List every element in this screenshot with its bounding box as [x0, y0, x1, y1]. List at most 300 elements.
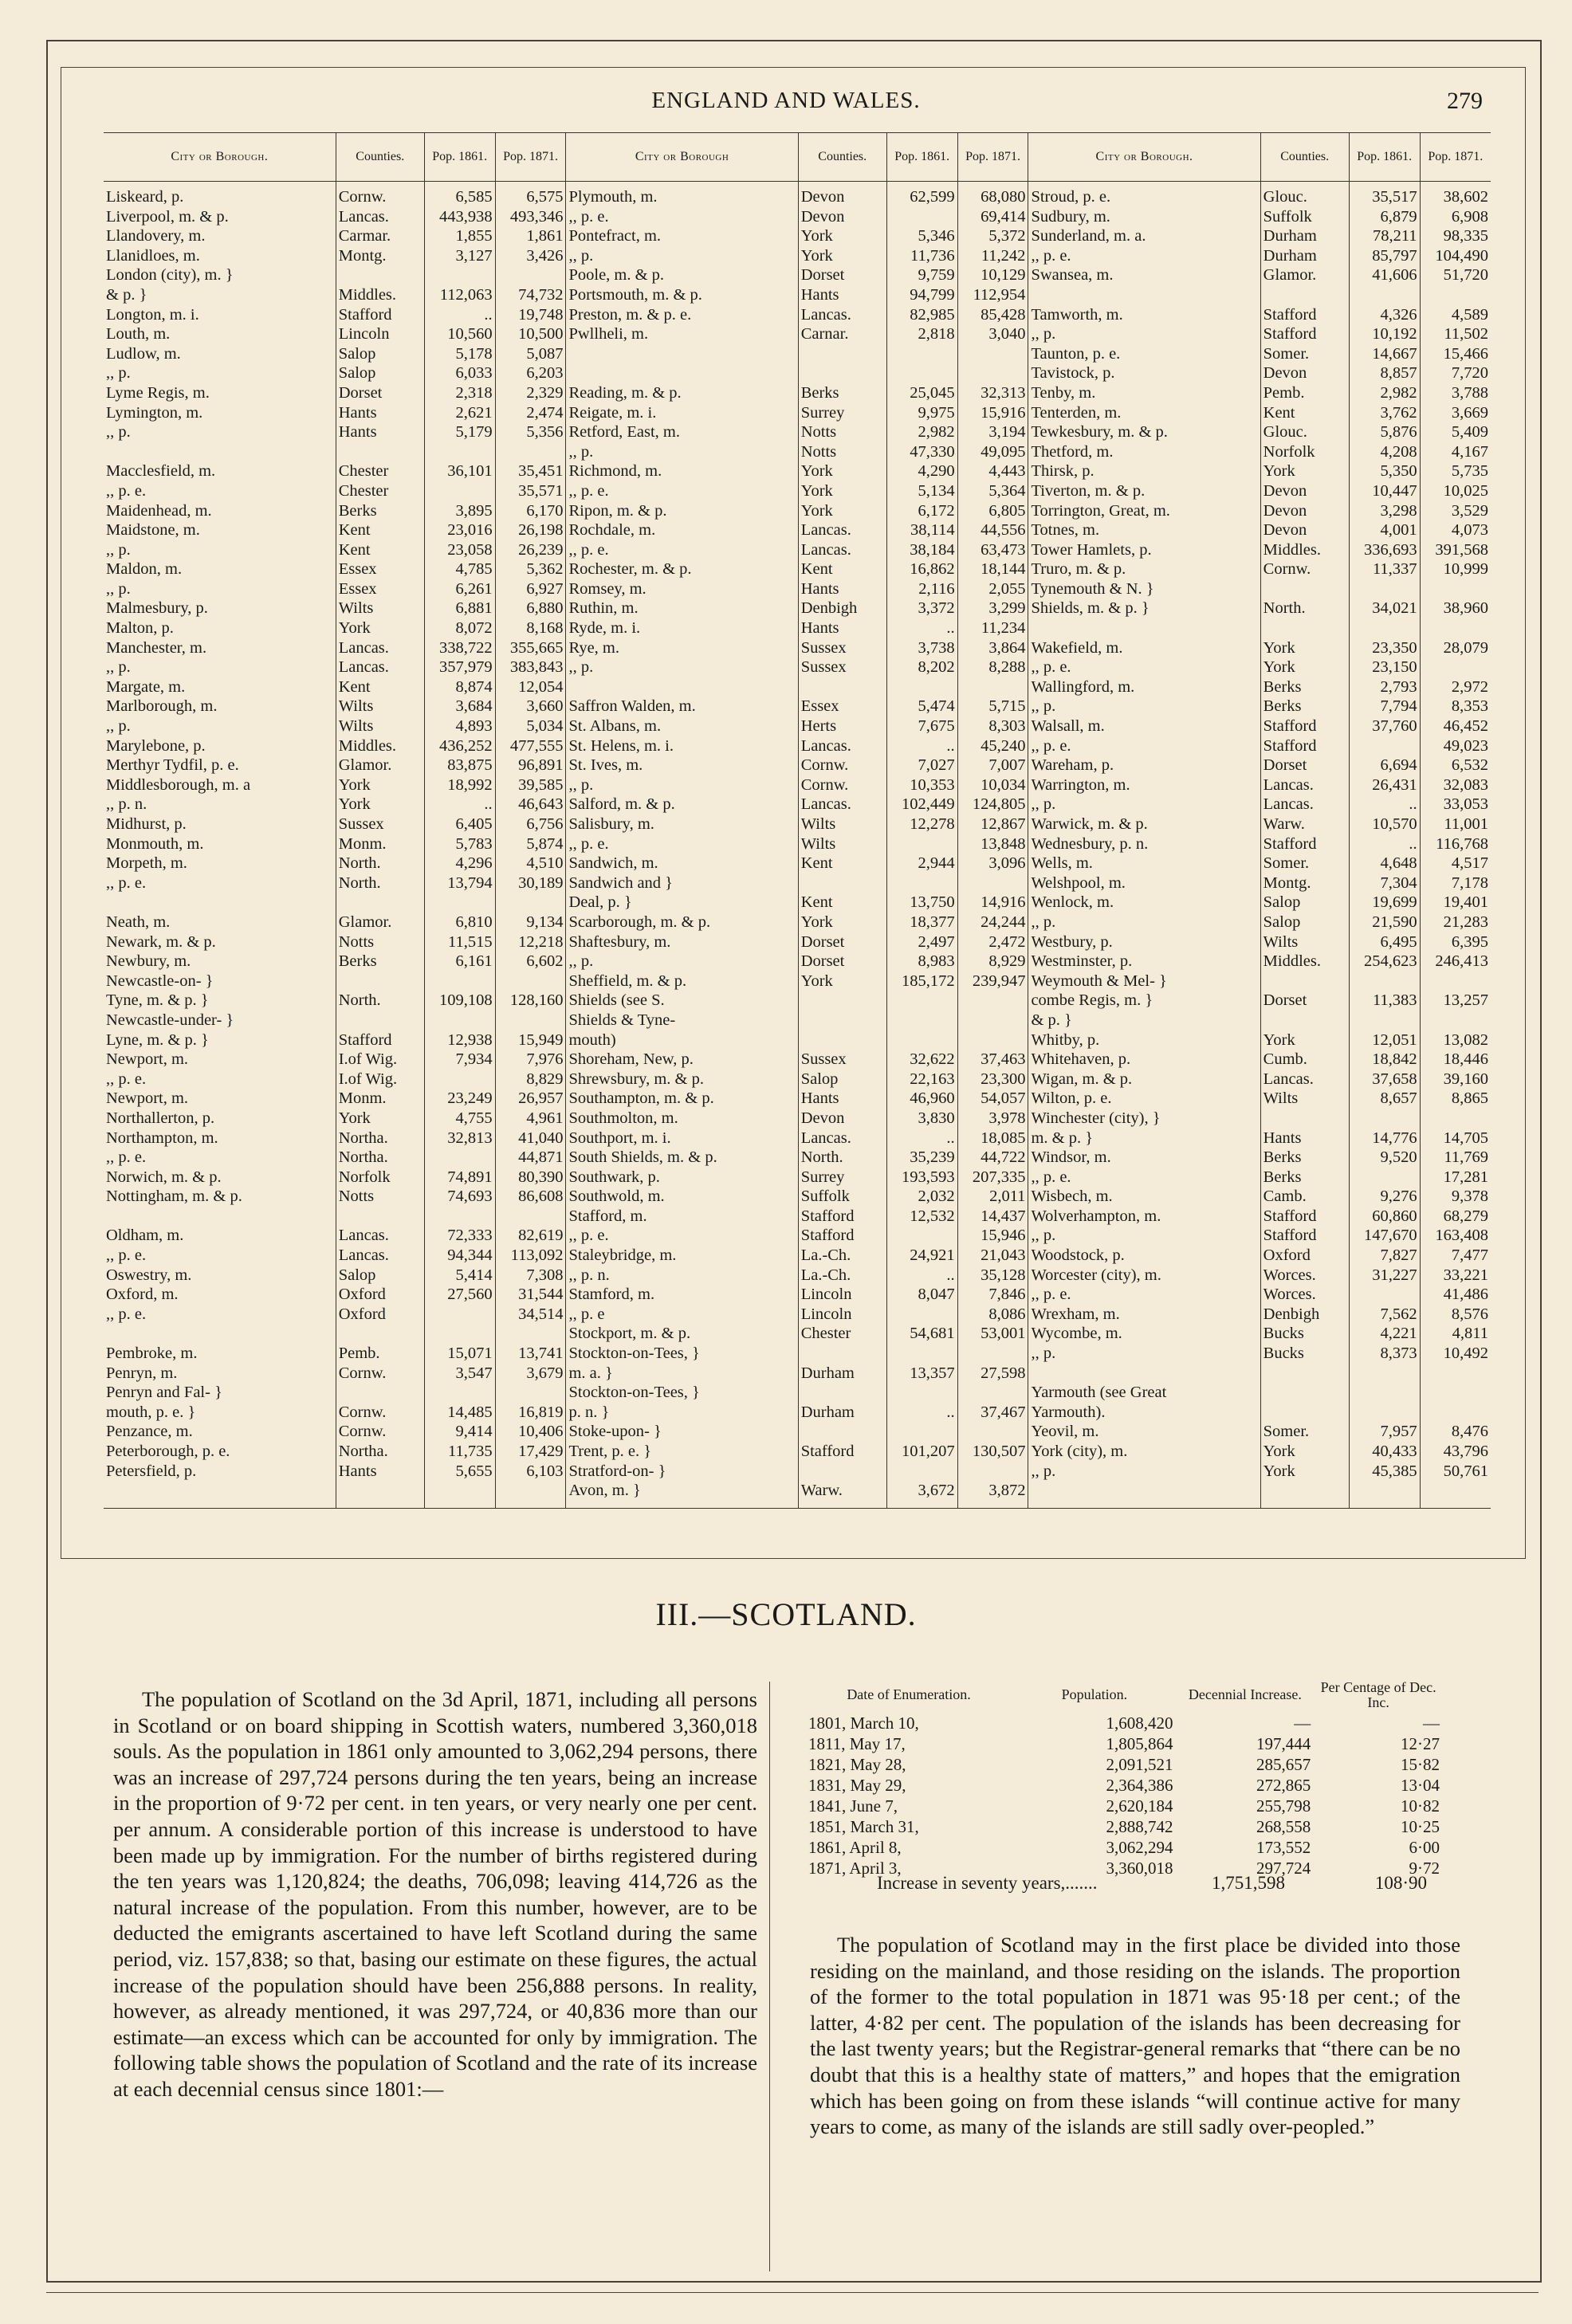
- table-cell: Tewkesbury, m. & p.: [1031, 423, 1168, 442]
- table-cell: Dorset: [338, 383, 383, 402]
- table-cell: 12,532: [910, 1207, 955, 1225]
- table-cell: Yarmouth).: [1031, 1403, 1106, 1421]
- table-cell: 18,842: [1372, 1050, 1417, 1069]
- table-cell: 44,556: [981, 521, 1026, 540]
- table-cell: 19,699: [1372, 893, 1417, 912]
- table-cell: Chester: [800, 1325, 851, 1343]
- table-cell: 19,401: [1443, 893, 1488, 912]
- table-cell: 40,433: [1372, 1443, 1417, 1460]
- table-cell: Margate, m.: [106, 677, 186, 696]
- table-cell: 104,490: [1435, 246, 1488, 265]
- table-cell: Worces.: [1263, 1266, 1316, 1284]
- table-cell: 8,857: [1380, 364, 1417, 383]
- decennial-header-percent: Per Centage of Dec. Inc.: [1320, 1679, 1436, 1710]
- decennial-row: [805, 1776, 1443, 1796]
- table-cell: [427, 1207, 493, 1227]
- table-cell: Glamor.: [1263, 266, 1317, 285]
- table-cell: m. a. }: [568, 1364, 613, 1382]
- table-cell: Monmouth, m.: [106, 834, 204, 853]
- table-cell: 3,299: [988, 599, 1026, 618]
- table-cell: Merthyr Tydfil, p. e.: [106, 756, 239, 775]
- table-cell: North.: [1263, 599, 1306, 618]
- table-cell: 8,047: [918, 1286, 955, 1304]
- table-cell: York (city), m.: [1031, 1443, 1128, 1460]
- table-cell: Plymouth, m.: [568, 188, 658, 206]
- table-cell: 6,805: [988, 501, 1026, 520]
- table-cell: Stafford: [1263, 1207, 1317, 1225]
- table-cell: 78,211: [1372, 227, 1417, 245]
- decennial-increase: 268,558: [1256, 1817, 1311, 1837]
- table-cell: [801, 345, 884, 365]
- table-cell: Berks: [338, 952, 377, 971]
- table-cell: 6,395: [1451, 932, 1488, 951]
- table-cell: 8,476: [1451, 1423, 1488, 1441]
- table-cell: ,, p. n.: [106, 795, 147, 814]
- table-cell: St. Ives, m.: [568, 756, 643, 775]
- table-cell: 43,796: [1443, 1443, 1488, 1460]
- table-cell: 13,082: [1443, 1030, 1488, 1049]
- table-cell: Stafford: [1263, 736, 1317, 755]
- table-cell: 33,221: [1443, 1266, 1488, 1284]
- table-cell: 11,234: [981, 619, 1026, 638]
- table-cell: Dorset: [800, 932, 845, 951]
- table-cell: 493,346: [509, 207, 564, 226]
- table-cell: [427, 1384, 493, 1403]
- table-cell: Stockton-on-Tees, }: [568, 1345, 700, 1363]
- table-cell: [339, 1384, 422, 1403]
- table-cell: Durham: [1263, 227, 1317, 245]
- table-cell: 5,783: [455, 834, 493, 853]
- table-cell: Salop: [338, 1266, 376, 1284]
- table-cell: 5,474: [918, 697, 955, 716]
- table-cell: ,, p. e.: [1031, 736, 1071, 755]
- table-cell: 4,961: [526, 1109, 564, 1127]
- table-cell: 2,944: [918, 854, 955, 873]
- table-cell: 5,372: [988, 227, 1026, 245]
- table-cell: London (city), m. }: [106, 266, 234, 285]
- table-cell: 15,916: [981, 403, 1026, 422]
- table-cell: York: [800, 246, 833, 265]
- table-cell: ..: [1409, 795, 1417, 814]
- table-cell: Sussex: [800, 1050, 847, 1069]
- table-cell: Glouc.: [1263, 188, 1307, 206]
- table-cell: Middlesborough, m. a: [106, 775, 251, 794]
- table-cell: & p. }: [1031, 1011, 1072, 1029]
- table-cell: 391,568: [1435, 540, 1488, 559]
- table-cell: Worcester (city), m.: [1031, 1266, 1161, 1284]
- table-cell: Yeovil, m.: [1031, 1423, 1099, 1441]
- table-cell: [961, 1011, 1026, 1031]
- table-cell: Carmar.: [338, 227, 391, 245]
- table-cell: 10,406: [518, 1423, 564, 1441]
- table-cell: 383,843: [509, 658, 564, 677]
- table-cell: [890, 345, 955, 365]
- table-cell: 8,168: [526, 619, 564, 638]
- table-cell: [1352, 1168, 1417, 1188]
- table-cell: Notts: [800, 442, 837, 461]
- table-cell: Poole, m. & p.: [568, 266, 665, 285]
- table-cell: La.-Ch.: [800, 1266, 851, 1284]
- table-cell: 18,144: [981, 560, 1026, 579]
- table-cell: Devon: [1263, 501, 1307, 520]
- table-cell: 4,290: [918, 462, 955, 481]
- table-cell: Penryn and Fal- }: [106, 1384, 222, 1402]
- table-cell: Essex: [338, 560, 377, 579]
- table-cell: [427, 443, 493, 463]
- table-cell: Wells, m.: [1031, 854, 1093, 873]
- table-cell: [890, 1423, 955, 1443]
- table-cell: 10,447: [1372, 481, 1417, 500]
- table-cell: Camb.: [1263, 1188, 1307, 1206]
- decennial-population: 1,805,864: [1106, 1734, 1173, 1754]
- table-cell: [498, 972, 564, 992]
- table-cell: [427, 1011, 493, 1031]
- table-cell: Hants: [338, 423, 377, 442]
- table-cell: mouth, p. e. }: [106, 1403, 196, 1421]
- table-cell: 3,040: [988, 325, 1026, 343]
- table-cell: 11,769: [1444, 1148, 1488, 1167]
- table-cell: St. Albans, m.: [568, 717, 662, 736]
- table-cell: Pontefract, m.: [568, 227, 662, 245]
- table-cell: ,, p.: [106, 364, 131, 383]
- table-cell: York: [338, 1109, 371, 1127]
- table-cell: 13,357: [910, 1364, 955, 1382]
- table-body-row: [104, 182, 1491, 1509]
- table-cell: [1263, 1109, 1346, 1129]
- table-cell: Ripon, m. & p.: [568, 501, 667, 520]
- table-cell: Petersfield, p.: [106, 1462, 197, 1480]
- table-cell: 35,517: [1372, 188, 1417, 206]
- header-pop1871: Pop. 1871.: [495, 133, 566, 182]
- table-cell: 6,585: [455, 188, 493, 206]
- decennial-population: 2,091,521: [1106, 1755, 1173, 1775]
- col3-cities: [1028, 182, 1260, 1509]
- table-cell: 35,239: [910, 1148, 955, 1167]
- table-cell: [427, 1325, 493, 1345]
- table-cell: 3,298: [1380, 501, 1417, 520]
- scotland-paragraph-right: The population of Scotland may in the first place be divided into those residing on the mainland, and those residing on the islands. The proportion of the former to the total population in 1871 was 95·18 per cent.; of the latter, 4·82 per cent. The population of the islands has been decreasing for the last twenty years; but the Registrar-general remarks that “there can be no doubt that this is a healthy state of matters,” and hopes that the emigration which has been going on from these islands “will continue active for many years to come, as many of the islands are still sadly over-peopled.”: [810, 1933, 1460, 2139]
- table-cell: 3,547: [455, 1364, 493, 1382]
- table-cell: 23,016: [447, 521, 493, 540]
- table-cell: 39,585: [518, 775, 564, 794]
- table-cell: Lancas.: [338, 658, 389, 677]
- table-cell: 2,982: [1380, 383, 1417, 402]
- table-cell: Newcastle-under- }: [106, 1011, 234, 1029]
- table-cell: Berks: [1263, 1168, 1302, 1186]
- table-cell: 5,134: [918, 481, 955, 500]
- table-cell: [1352, 1403, 1417, 1423]
- table-cell: 16,819: [518, 1403, 564, 1421]
- table-cell: Durham: [1263, 246, 1317, 265]
- table-cell: 163,408: [1435, 1227, 1488, 1245]
- table-cell: Longton, m. i.: [106, 305, 199, 324]
- col1-pop1861: [424, 182, 495, 1509]
- table-cell: [1423, 1109, 1488, 1129]
- table-cell: ..: [946, 619, 955, 638]
- table-cell: Wilts: [800, 815, 836, 833]
- table-cell: Devon: [800, 1109, 845, 1127]
- table-cell: 13,257: [1443, 991, 1488, 1010]
- table-cell: 5,735: [1451, 462, 1488, 481]
- table-cell: [568, 678, 795, 698]
- table-cell: Whitby, p.: [1031, 1030, 1100, 1049]
- table-cell: & p. }: [106, 285, 147, 304]
- table-cell: 26,957: [518, 1089, 564, 1108]
- table-cell: 80,390: [518, 1168, 564, 1186]
- table-cell: 5,350: [1380, 462, 1417, 481]
- table-cell: [339, 893, 422, 913]
- table-cell: Salford, m. & p.: [568, 795, 675, 814]
- decennial-increase: 272,865: [1256, 1776, 1311, 1796]
- table-cell: 3,788: [1451, 383, 1488, 402]
- col2-pop1871: [957, 182, 1028, 1509]
- table-cell: York: [800, 462, 833, 481]
- table-cell: 14,916: [981, 893, 1026, 912]
- table-cell: 62,599: [910, 188, 955, 206]
- table-cell: 25,045: [910, 383, 955, 402]
- table-cell: [801, 874, 884, 894]
- table-cell: 7,934: [455, 1050, 493, 1069]
- table-cell: ,, p. e.: [568, 834, 609, 853]
- table-cell: Penryn, m.: [106, 1364, 178, 1382]
- table-cell: [498, 443, 564, 463]
- table-cell: Devon: [800, 207, 845, 226]
- table-cell: Malton, p.: [106, 619, 174, 638]
- table-cell: [339, 1325, 422, 1345]
- table-cell: 35,128: [981, 1266, 1026, 1284]
- table-cell: 2,472: [988, 932, 1026, 951]
- table-cell: [890, 1031, 955, 1051]
- table-cell: Tower Hamlets, p.: [1031, 540, 1152, 559]
- table-cell: 147,670: [1363, 1227, 1417, 1245]
- table-cell: combe Regis, m. }: [1031, 991, 1153, 1010]
- table-cell: 254,623: [1363, 952, 1417, 971]
- table-cell: Whitehaven, p.: [1031, 1050, 1131, 1069]
- table-cell: 6,694: [1380, 756, 1417, 775]
- table-cell: Middles.: [1263, 952, 1321, 971]
- table-cell: Southmolton, m.: [568, 1109, 678, 1127]
- table-cell: 27,560: [447, 1286, 493, 1304]
- table-cell: 9,520: [1380, 1148, 1417, 1167]
- table-cell: [801, 1384, 884, 1403]
- table-cell: ,, p.: [106, 579, 131, 598]
- table-cell: Wilts: [1263, 932, 1299, 951]
- table-cell: 15,071: [447, 1345, 493, 1363]
- table-cell: Thirsk, p.: [1031, 462, 1095, 481]
- table-cell: 85,428: [981, 305, 1026, 324]
- table-cell: 63,473: [981, 540, 1026, 559]
- table-cell: Devon: [800, 188, 845, 206]
- table-cell: 32,813: [447, 1129, 493, 1147]
- table-cell: Kent: [800, 893, 833, 912]
- table-cell: Pwllheli, m.: [568, 325, 649, 343]
- table-cell: [890, 1305, 955, 1325]
- table-cell: 6,532: [1451, 756, 1488, 775]
- table-cell: ..: [946, 1266, 955, 1284]
- table-cell: York: [800, 481, 833, 500]
- table-cell: Warrington, m.: [1031, 775, 1130, 794]
- table-cell: 13,750: [910, 893, 955, 912]
- table-cell: Cornw.: [1263, 560, 1311, 579]
- table-cell: 12,051: [1372, 1030, 1417, 1049]
- table-cell: Devon: [1263, 364, 1307, 383]
- table-cell: 8,865: [1451, 1089, 1488, 1108]
- table-cell: Stafford, m.: [568, 1207, 647, 1225]
- table-cell: [1423, 1364, 1488, 1384]
- table-cell: Wigan, m. & p.: [1031, 1070, 1133, 1088]
- table-cell: Cornw.: [800, 775, 849, 794]
- table-cell: 11,736: [910, 246, 955, 265]
- table-cell: Maidstone, m.: [106, 521, 200, 540]
- table-cell: 24,921: [910, 1246, 955, 1265]
- table-cell: 6,575: [526, 188, 564, 206]
- table-cell: Middles.: [338, 285, 397, 304]
- table-cell: [890, 1227, 955, 1246]
- table-cell: ,, p.: [568, 952, 594, 971]
- table-cell: La.-Ch.: [800, 1246, 851, 1265]
- table-cell: 14,667: [1372, 344, 1417, 363]
- table-cell: 11,001: [1444, 815, 1488, 833]
- table-cell: 3,830: [918, 1109, 955, 1127]
- table-cell: [1031, 619, 1257, 639]
- table-cell: ,, p. n.: [568, 1266, 610, 1284]
- table-cell: Weymouth & Mel- }: [1031, 972, 1167, 990]
- table-cell: [890, 1384, 955, 1403]
- table-cell: 82,619: [518, 1227, 564, 1245]
- table-cell: 7,007: [988, 756, 1026, 775]
- col1-counties: [336, 182, 424, 1509]
- table-cell: [568, 345, 795, 365]
- table-cell: 9,276: [1380, 1188, 1417, 1206]
- table-cell: 10,192: [1372, 325, 1417, 343]
- table-cell: 11,735: [448, 1443, 493, 1460]
- table-cell: [801, 1462, 884, 1482]
- table-cell: 46,960: [910, 1089, 955, 1108]
- table-cell: 8,353: [1451, 697, 1488, 716]
- table-cell: 6,033: [455, 364, 493, 383]
- table-cell: Stafford: [800, 1443, 855, 1460]
- table-cell: [961, 678, 1026, 698]
- table-cell: Kent: [800, 854, 833, 873]
- table-cell: 37,463: [981, 1050, 1026, 1069]
- table-cell: Macclesfield, m.: [106, 462, 216, 481]
- seventy-year-increase: [877, 1873, 1451, 1894]
- table-cell: York: [1263, 1462, 1295, 1480]
- table-cell: Walsall, m.: [1031, 717, 1105, 736]
- table-cell: 38,114: [910, 521, 955, 540]
- table-cell: Trent, p. e. }: [568, 1443, 652, 1460]
- table-cell: 69,414: [981, 207, 1026, 226]
- table-cell: [1352, 972, 1417, 992]
- table-cell: Cornw.: [338, 1403, 387, 1421]
- table-cell: Lancas.: [800, 795, 851, 814]
- table-cell: 13,848: [981, 834, 1026, 853]
- table-cell: 13,741: [518, 1345, 564, 1363]
- decennial-header-row: [805, 1680, 1443, 1714]
- table-cell: [961, 345, 1026, 365]
- header-pop1871: Pop. 1871.: [957, 133, 1028, 182]
- table-cell: Kent: [338, 521, 371, 540]
- table-cell: York: [800, 913, 833, 931]
- header-city: City or Borough.: [104, 133, 336, 182]
- column-divider: [769, 1682, 770, 2271]
- table-cell: 4,208: [1380, 442, 1417, 461]
- table-cell: Wilts: [338, 697, 374, 716]
- header-pop1861: Pop. 1861.: [424, 133, 495, 182]
- table-cell: 6,170: [526, 501, 564, 520]
- table-cell: 10,353: [910, 775, 955, 794]
- table-cell: Salop: [338, 344, 376, 363]
- table-cell: Llanidloes, m.: [106, 246, 200, 265]
- table-cell: Somer.: [1263, 1423, 1310, 1441]
- table-cell: Shoreham, New, p.: [568, 1050, 694, 1069]
- table-cell: York: [800, 227, 833, 245]
- table-cell: 2,329: [526, 383, 564, 402]
- table-cell: [890, 874, 955, 894]
- table-cell: Carnar.: [800, 325, 849, 343]
- scotland-paragraph-left: The population of Scotland on the 3d April, 1871, including all persons in Scotland or on board shipping in Scottish waters, numbered 3,360,018 souls. As the population in 1861 only amounted to 3,062,294 persons, there was an increase of 297,724 persons during the ten years, being an increase in the proportion of 9·72 per cent. in ten years, or very nearly one per cent. per annum. A considerable portion of this increase is understood to have been made up by immigration. For the number of births registered during the ten years was 1,120,824; the deaths, 706,098; leaving 414,726 as the natural increase of the population. From this number, however, are to be deducted the emigrants ascertained to have left Scotland during the same period, viz. 157,838; so that, basing our estimate on these figures, the actual increase of the population should have been 256,888 persons. In reality, however, as already mentioned, it was 297,724, or 40,836 more than our estimate—an excess which can be accounted for only by immigration. The following table shows the population of Scotland and the rate of its increase at each decennial census since 1801:—: [113, 1687, 757, 2101]
- table-cell: Oxford: [338, 1286, 386, 1304]
- table-cell: Liskeard, p.: [106, 188, 184, 206]
- table-cell: Cumb.: [1263, 1050, 1307, 1069]
- table-cell: [801, 991, 884, 1011]
- table-cell: ,, p. e.: [106, 1070, 147, 1088]
- table-cell: Maidenhead, m.: [106, 501, 212, 520]
- table-cell: [106, 893, 333, 913]
- decennial-row: [805, 1838, 1443, 1859]
- table-cell: Sunderland, m. a.: [1031, 227, 1146, 245]
- table-cell: 32,313: [981, 383, 1026, 402]
- table-cell: Wilts: [338, 599, 374, 618]
- table-cell: Dorset: [800, 266, 845, 285]
- table-cell: Lancas.: [800, 305, 851, 324]
- table-cell: Scarborough, m. & p.: [568, 913, 711, 931]
- table-cell: 94,344: [447, 1246, 493, 1265]
- table-cell: [106, 1325, 333, 1345]
- table-cell: Stockton-on-Tees, }: [568, 1384, 700, 1402]
- table-cell: 5,655: [455, 1462, 493, 1480]
- table-cell: 41,486: [1443, 1286, 1488, 1304]
- decennial-percent: 12·27: [1401, 1734, 1440, 1754]
- table-cell: 1,861: [526, 227, 564, 245]
- table-cell: [1423, 619, 1488, 639]
- table-cell: Montg.: [1263, 873, 1311, 892]
- table-cell: 33,053: [1443, 795, 1488, 814]
- table-cell: Devon: [1263, 521, 1307, 540]
- table-cell: 2,318: [455, 383, 493, 402]
- table-cell: [801, 678, 884, 698]
- table-cell: 15,466: [1443, 344, 1488, 363]
- table-cell: 3,864: [988, 638, 1026, 657]
- table-cell: ,, p.: [106, 717, 131, 736]
- table-cell: 7,720: [1451, 364, 1488, 383]
- table-cell: [1263, 1011, 1346, 1031]
- table-cell: 6,261: [455, 579, 493, 598]
- table-cell: 4,811: [1452, 1325, 1488, 1343]
- table-cell: [1263, 1403, 1346, 1423]
- table-cell: 9,759: [918, 266, 955, 285]
- table-cell: York: [1263, 462, 1295, 481]
- increase-value: 1,751,598: [1212, 1873, 1285, 1893]
- table-cell: Oxford, m.: [106, 1286, 179, 1304]
- table-cell: 5,715: [988, 697, 1026, 716]
- decennial-row: [805, 1714, 1443, 1734]
- table-cell: 4,296: [455, 854, 493, 873]
- table-cell: Reading, m. & p.: [568, 383, 682, 402]
- table-cell: North.: [800, 1148, 843, 1167]
- table-cell: ,, p.: [568, 246, 594, 265]
- table-cell: [1352, 1286, 1417, 1305]
